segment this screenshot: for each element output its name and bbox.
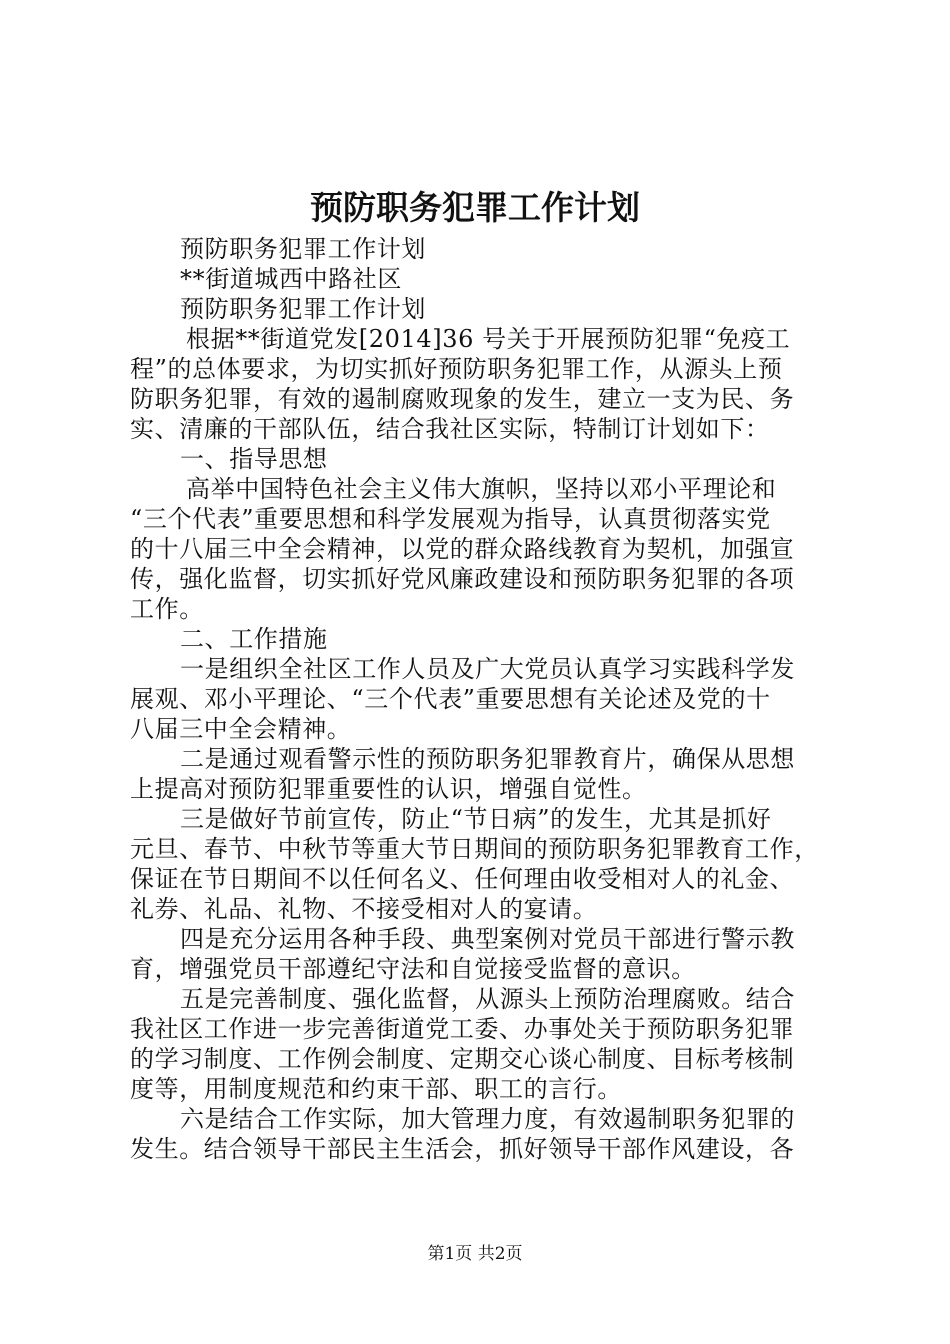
body-line: “三个代表”重要思想和科学发展观为指导，认真贯彻落实党 <box>130 505 771 533</box>
body-line: 高举中国特色社会主义伟大旗帜，坚持以邓小平理论和 <box>186 475 777 503</box>
section-heading: 一、指导思想 <box>180 445 328 473</box>
body-line: 预防职务犯罪工作计划 <box>180 295 426 323</box>
body-line: 我社区工作进一步完善街道党工委、办事处关于预防职务犯罪 <box>130 1015 795 1043</box>
body-line: 展观、邓小平理论、“三个代表”重要思想有关论述及党的十 <box>130 685 771 713</box>
body-line: 预防职务犯罪工作计划 <box>180 235 426 263</box>
body-line: 的学习制度、工作例会制度、定期交心谈心制度、目标考核制 <box>130 1045 795 1073</box>
body-line: 工作。 <box>130 595 204 623</box>
body-line: 传，强化监督，切实抓好党风廉政建设和预防职务犯罪的各项 <box>130 565 795 593</box>
body-line: 保证在节日期间不以任何名义、任何理由收受相对人的礼金、 <box>130 865 795 893</box>
document-body <box>130 234 830 1164</box>
body-line: 实、清廉的干部队伍，结合我社区实际，特制订计划如下： <box>130 415 770 443</box>
body-line: 一是组织全社区工作人员及广大党员认真学习实践科学发 <box>180 655 795 683</box>
body-line: 礼券、礼品、礼物、不接受相对人的宴请。 <box>130 895 598 923</box>
body-line: 程”的总体要求，为切实抓好预防职务犯罪工作，从源头上预 <box>130 355 783 383</box>
body-line: 发生。结合领导干部民主生活会，抓好领导干部作风建设，各 <box>130 1135 795 1163</box>
body-line: 八届三中全会精神。 <box>130 715 352 743</box>
body-line: 四是充分运用各种手段、典型案例对党员干部进行警示教 <box>180 925 795 953</box>
body-line: 根据**街道党发[2014]36 号关于开展预防犯罪“免疫工 <box>186 325 791 353</box>
body-line: 二是通过观看警示性的预防职务犯罪教育片，确保从思想 <box>180 745 795 773</box>
body-line: 元旦、春节、中秋节等重大节日期间的预防职务犯罪教育工作， <box>130 835 819 863</box>
document-title: 预防职务犯罪工作计划 <box>310 188 640 227</box>
body-line: 防职务犯罪，有效的遏制腐败现象的发生，建立一支为民、务 <box>130 385 795 413</box>
body-line: **街道城西中路社区 <box>180 265 402 293</box>
body-line: 三是做好节前宣传，防止“节日病”的发生，尤其是抓好 <box>180 805 772 833</box>
page-footer: 第1页 共2页 <box>427 1244 523 1264</box>
body-line: 五是完善制度、强化监督，从源头上预防治理腐败。结合 <box>180 985 795 1013</box>
body-line: 上提高对预防犯罪重要性的认识，增强自觉性。 <box>130 775 647 803</box>
section-heading: 二、工作措施 <box>180 625 328 653</box>
body-line: 六是结合工作实际，加大管理力度，有效遏制职务犯罪的 <box>180 1105 795 1133</box>
body-line: 度等，用制度规范和约束干部、职工的言行。 <box>130 1075 622 1103</box>
body-line: 的十八届三中全会精神，以党的群众路线教育为契机，加强宣 <box>130 535 795 563</box>
body-line: 育，增强党员干部遵纪守法和自觉接受监督的意识。 <box>130 955 696 983</box>
